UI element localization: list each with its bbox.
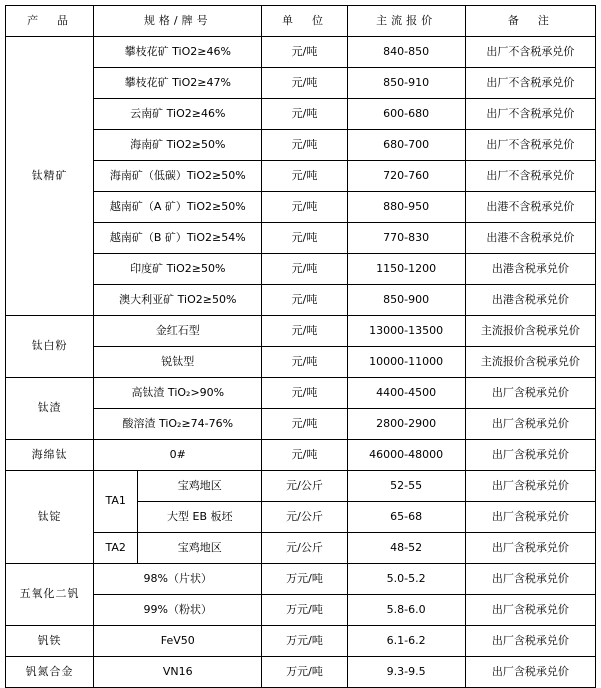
table-row	[6, 316, 596, 347]
price-cell: 13000-13500	[347, 316, 465, 347]
table-row	[6, 626, 596, 657]
price-cell: 5.0-5.2	[347, 564, 465, 595]
header-price: 主流报价	[347, 6, 465, 37]
unit-cell: 元/吨	[262, 440, 347, 471]
unit-cell: 万元/吨	[262, 564, 347, 595]
spec-cell: 海南矿 TiO2≥50%	[94, 130, 262, 161]
table-row	[6, 564, 596, 595]
spec-cell: 0#	[94, 440, 262, 471]
product-category-cell: 钛渣	[6, 378, 94, 440]
note-cell: 出厂含税承兑价	[465, 595, 595, 626]
note-cell: 主流报价含税承兑价	[465, 316, 595, 347]
unit-cell: 元/吨	[262, 161, 347, 192]
spec-cell: 印度矿 TiO2≥50%	[94, 254, 262, 285]
price-table-sheet	[0, 5, 601, 678]
table-row	[6, 223, 596, 254]
table-row	[6, 37, 596, 68]
price-cell: 6.1-6.2	[347, 626, 465, 657]
table-row	[6, 99, 596, 130]
unit-cell: 元/吨	[262, 37, 347, 68]
spec-cell: 云南矿 TiO2≥46%	[94, 99, 262, 130]
table-row	[6, 533, 596, 564]
note-cell: 出厂含税承兑价	[465, 564, 595, 595]
unit-cell: 元/公斤	[262, 533, 347, 564]
note-cell: 出港含税承兑价	[465, 285, 595, 316]
table-row	[6, 440, 596, 471]
note-cell: 出港不含税承兑价	[465, 192, 595, 223]
note-cell: 出厂含税承兑价	[465, 471, 595, 502]
note-cell: 出厂不含税承兑价	[465, 68, 595, 99]
note-cell: 出港含税承兑价	[465, 254, 595, 285]
unit-cell: 元/吨	[262, 316, 347, 347]
price-cell: 880-950	[347, 192, 465, 223]
spec-cell: 酸溶渣 TiO₂≥74-76%	[94, 409, 262, 440]
grade-cell: TA2	[94, 533, 138, 564]
unit-cell: 元/吨	[262, 192, 347, 223]
price-cell: 9.3-9.5	[347, 657, 465, 688]
price-cell: 850-900	[347, 285, 465, 316]
spec-cell: 越南矿（A 矿）TiO2≥50%	[94, 192, 262, 223]
header-row	[6, 6, 596, 37]
table-row	[6, 68, 596, 99]
product-category-cell: 海绵钛	[6, 440, 94, 471]
spec-cell: 越南矿（B 矿）TiO2≥54%	[94, 223, 262, 254]
unit-cell: 元/公斤	[262, 471, 347, 502]
note-cell: 主流报价含税承兑价	[465, 347, 595, 378]
table-row	[6, 130, 596, 161]
unit-cell: 元/吨	[262, 99, 347, 130]
table-row	[6, 285, 596, 316]
unit-cell: 元/吨	[262, 347, 347, 378]
unit-cell: 元/公斤	[262, 502, 347, 533]
spec-cell: 锐钛型	[94, 347, 262, 378]
spec-cell: 宝鸡地区	[138, 471, 262, 502]
header-unit: 单 位	[262, 6, 347, 37]
price-cell: 5.8-6.0	[347, 595, 465, 626]
table-row	[6, 657, 596, 688]
product-category-cell: 钛精矿	[6, 37, 94, 316]
grade-cell: TA1	[94, 471, 138, 533]
price-cell: 600-680	[347, 99, 465, 130]
unit-cell: 元/吨	[262, 130, 347, 161]
note-cell: 出厂含税承兑价	[465, 440, 595, 471]
table-row	[6, 595, 596, 626]
header-spec: 规格/牌号	[94, 6, 262, 37]
header-product: 产 品	[6, 6, 94, 37]
product-category-cell: 五氧化二钒	[6, 564, 94, 626]
spec-cell: 攀枝花矿 TiO2≥46%	[94, 37, 262, 68]
price-cell: 65-68	[347, 502, 465, 533]
spec-cell: 海南矿（低碳）TiO2≥50%	[94, 161, 262, 192]
note-cell: 出港不含税承兑价	[465, 223, 595, 254]
spec-cell: 98%（片状）	[94, 564, 262, 595]
table-header	[6, 6, 596, 37]
spec-cell: 攀枝花矿 TiO2≥47%	[94, 68, 262, 99]
unit-cell: 元/吨	[262, 378, 347, 409]
price-cell: 1150-1200	[347, 254, 465, 285]
price-table	[5, 5, 596, 688]
table-row	[6, 161, 596, 192]
product-category-cell: 钛锭	[6, 471, 94, 564]
price-cell: 4400-4500	[347, 378, 465, 409]
note-cell: 出厂含税承兑价	[465, 502, 595, 533]
spec-cell: VN16	[94, 657, 262, 688]
table-row	[6, 471, 596, 502]
price-cell: 680-700	[347, 130, 465, 161]
note-cell: 出厂含税承兑价	[465, 378, 595, 409]
unit-cell: 万元/吨	[262, 657, 347, 688]
header-note: 备 注	[465, 6, 595, 37]
price-cell: 850-910	[347, 68, 465, 99]
spec-cell: 宝鸡地区	[138, 533, 262, 564]
price-cell: 52-55	[347, 471, 465, 502]
unit-cell: 元/吨	[262, 254, 347, 285]
price-cell: 2800-2900	[347, 409, 465, 440]
spec-cell: 99%（粉状）	[94, 595, 262, 626]
price-cell: 48-52	[347, 533, 465, 564]
note-cell: 出厂含税承兑价	[465, 657, 595, 688]
note-cell: 出厂含税承兑价	[465, 533, 595, 564]
table-body	[6, 37, 596, 688]
unit-cell: 元/吨	[262, 285, 347, 316]
unit-cell: 万元/吨	[262, 626, 347, 657]
note-cell: 出厂不含税承兑价	[465, 130, 595, 161]
unit-cell: 元/吨	[262, 409, 347, 440]
product-category-cell: 钒铁	[6, 626, 94, 657]
price-cell: 10000-11000	[347, 347, 465, 378]
price-cell: 46000-48000	[347, 440, 465, 471]
product-category-cell: 钒氮合金	[6, 657, 94, 688]
table-row	[6, 378, 596, 409]
note-cell: 出厂不含税承兑价	[465, 37, 595, 68]
note-cell: 出厂含税承兑价	[465, 409, 595, 440]
spec-cell: FeV50	[94, 626, 262, 657]
unit-cell: 元/吨	[262, 223, 347, 254]
table-row	[6, 409, 596, 440]
product-category-cell: 钛白粉	[6, 316, 94, 378]
table-row	[6, 254, 596, 285]
price-cell: 840-850	[347, 37, 465, 68]
price-cell: 720-760	[347, 161, 465, 192]
note-cell: 出厂不含税承兑价	[465, 99, 595, 130]
spec-cell: 大型 EB 板坯	[138, 502, 262, 533]
table-row	[6, 347, 596, 378]
spec-cell: 金红石型	[94, 316, 262, 347]
unit-cell: 万元/吨	[262, 595, 347, 626]
note-cell: 出厂不含税承兑价	[465, 161, 595, 192]
table-row	[6, 192, 596, 223]
spec-cell: 澳大利亚矿 TiO2≥50%	[94, 285, 262, 316]
note-cell: 出厂含税承兑价	[465, 626, 595, 657]
spec-cell: 高钛渣 TiO₂>90%	[94, 378, 262, 409]
price-cell: 770-830	[347, 223, 465, 254]
unit-cell: 元/吨	[262, 68, 347, 99]
